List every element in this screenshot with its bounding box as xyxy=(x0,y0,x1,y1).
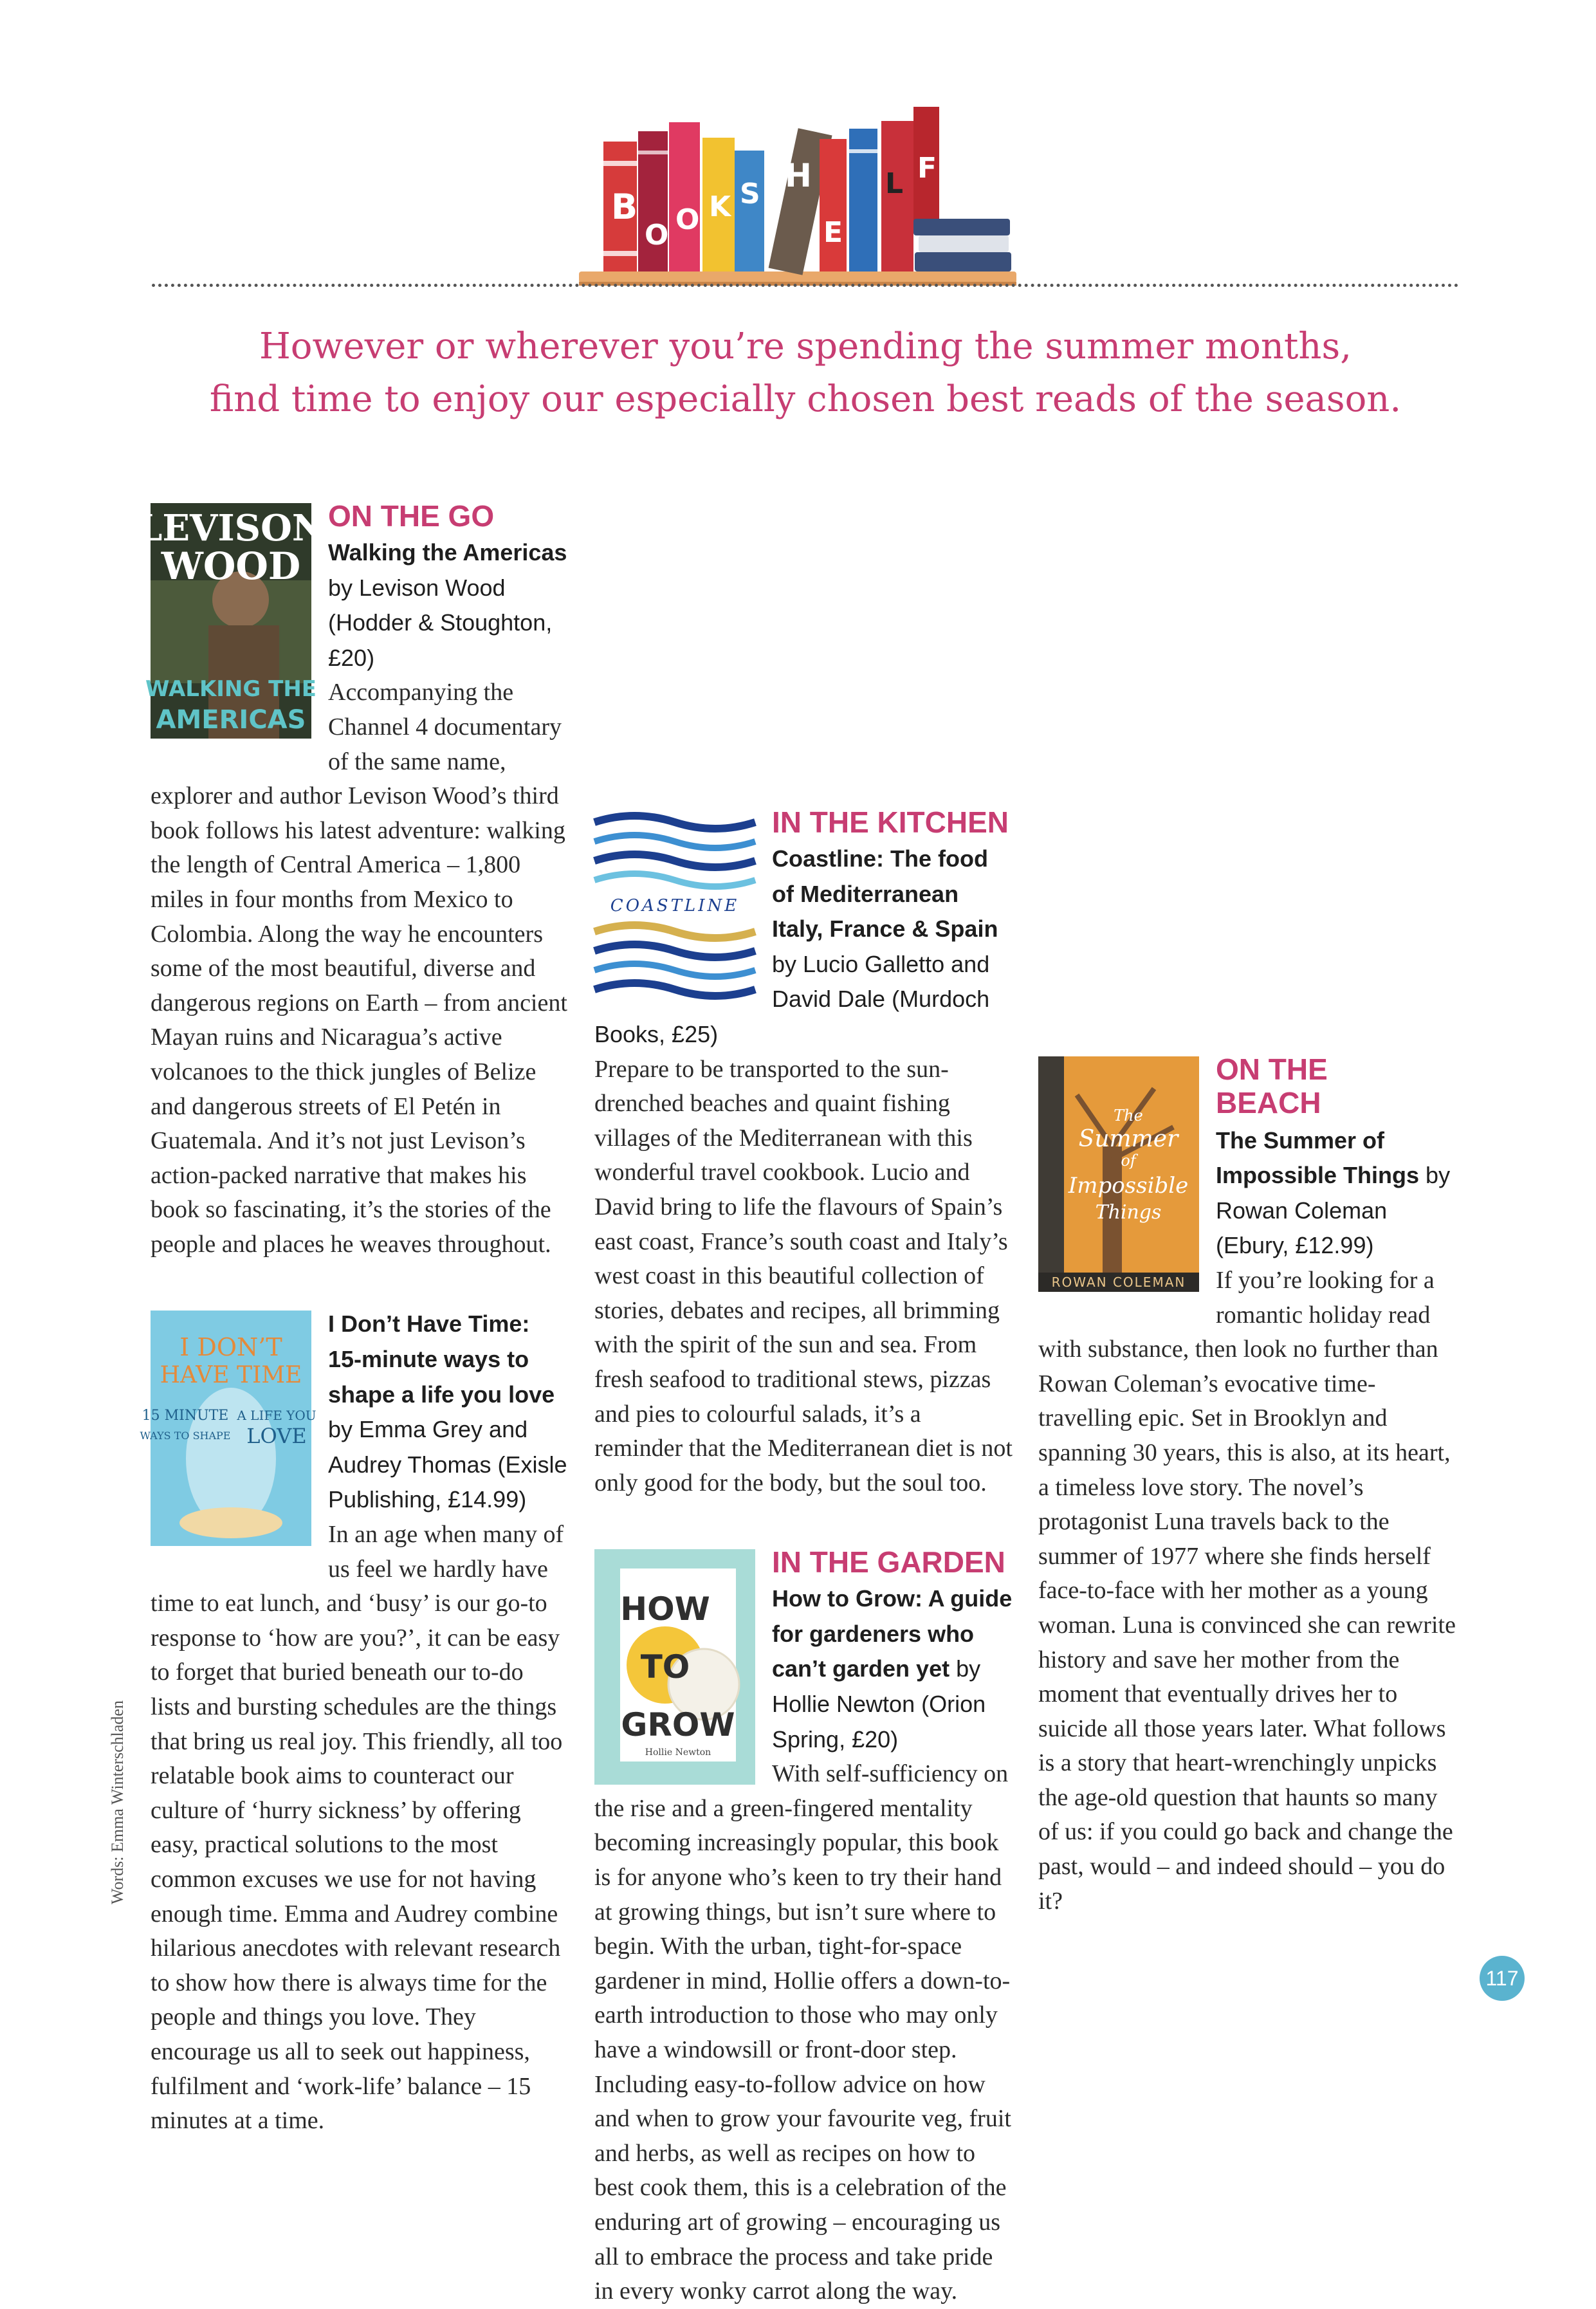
cover-i-dont-have-time xyxy=(140,1311,316,1546)
cover-title-2: AMERICAS xyxy=(156,705,306,735)
section-heading-in-the-kitchen: IN THE KITCHEN xyxy=(772,805,1009,839)
svg-text:F: F xyxy=(917,152,937,185)
intro-line-1: However or wherever you’re spending the summer months, xyxy=(259,326,1352,367)
book-title: Walking the Americas xyxy=(328,539,567,566)
cover-line-4: WAYS TO SHAPE xyxy=(140,1430,231,1442)
column-3-continuation-spacer xyxy=(1038,499,1456,1053)
cover-line-3: 15 MINUTE xyxy=(142,1408,229,1424)
cover-line-2: Summer xyxy=(1078,1126,1179,1152)
column-1 xyxy=(136,499,569,2139)
cover-line-2: HAVE TIME xyxy=(160,1362,302,1389)
book-byline: by Levison Wood (Hodder & Stoughton, £20) xyxy=(328,574,553,671)
cover-author-1: LEVISON xyxy=(136,507,326,549)
bookshelf-logo xyxy=(566,90,1029,296)
cover-line-3: GROW xyxy=(621,1706,735,1744)
column-2-continuation-spacer xyxy=(594,499,1013,805)
review-walking-the-americas: Accompanying the Channel 4 documentary of the same name, explorer and author Levison Wood’s third book follows his latest adventure: walking the length of Central America – 1,800 miles in four months from Mexico to Colombia. Along the way he encounters some of the most beautiful, diverse and dangerous regions on Earth – from ancient Mayan ruins and Nicaragua’s active volcanoes to the thick jungles of Belize and dangerous streets of El Petén in Guatemala. And it’s not just Levison’s action-packed narrative that makes his book so fascinating, it’s the stories of the people and places he weaves throughout. xyxy=(151,679,567,1258)
book-title: I Don’t Have Time: 15-minute ways to shape a life you love xyxy=(328,1311,555,1408)
book-credit-walking-the-americas xyxy=(328,539,567,671)
svg-text:O: O xyxy=(675,203,700,236)
book-byline: by Hollie Newton (Orion Spring, £20) xyxy=(772,1655,986,1752)
cover-line-1: The xyxy=(1114,1107,1143,1125)
svg-text:B: B xyxy=(611,187,638,227)
page-number-badge: 117 xyxy=(1480,1956,1525,2001)
book-title: The Summer of Impossible Things xyxy=(1216,1127,1420,1189)
review-i-dont-have-time: In an age when many of us feel we hardly have time to eat lunch, and ‘busy’ is our go-to response to ‘how are you?’, it can be easy to forget that buried beneath our to-do lists and bursting schedules are the things that bring us real joy. This friendly, all too relatable book aims to counteract our culture of ‘hurry sickness’ by offering easy, practical solutions to the most common excuses we use for not having enough time. Emma and Audrey combine hilarious anecdotes with relevant research to show how there is always time for the people and things you love. They encourage us all to seek out happiness, fulfilment and ‘work-life’ balance – 15 minutes at a time. xyxy=(151,1521,564,2135)
cover-title: COASTLINE xyxy=(610,896,740,915)
book-title: Coastline: The food of Mediterranean Italy, France & Spain xyxy=(772,845,998,943)
intro-standfirst xyxy=(152,320,1459,426)
words-credit: Words: Emma Winterschladen xyxy=(108,1700,127,1904)
book-byline: by Lucio Galletto and David Dale (Murdoch Books, £25) xyxy=(594,950,990,1047)
cover-line-2: TO xyxy=(640,1648,690,1686)
svg-text:H: H xyxy=(785,157,812,194)
cover-line-4: Impossible xyxy=(1068,1173,1189,1199)
book-credit-how-to-grow xyxy=(772,1585,1012,1752)
section-heading-in-the-garden: IN THE GARDEN xyxy=(772,1545,1005,1579)
review-summer-of-impossible-things: If you’re looking for a romantic holiday read with substance, then look no further than Rowan Coleman’s evocative time-travelling epic. Set in Brooklyn and spanning 30 years, this is also, at its heart, a timeless love story. The novel’s protagonist Luna travels back to the summer of 1977 where she finds herself face-to-face with her mother as a young woman. Luna is convinced she can rewrite history and save her mother from the moment that eventually drives her to suicide all those years later. What follows is a story that heart-wrenchingly unpicks the age-old question that haunts so many of us: if you could go back and change the past, would – and indeed should – you do it? xyxy=(1038,1266,1456,1915)
cover-line-5: A LIFE YOU xyxy=(237,1408,316,1424)
book-byline: by Rowan Coleman (Ebury, £12.99) xyxy=(1216,1162,1451,1259)
cover-line-3: of xyxy=(1121,1152,1136,1170)
column-2 xyxy=(594,499,1013,2309)
book-credit-summer-of-impossible-things xyxy=(1216,1127,1450,1259)
section-heading-on-the-beach: ON THE BEACH xyxy=(1216,1053,1328,1119)
cover-line-6: LOVE xyxy=(246,1424,307,1449)
dotted-divider xyxy=(152,284,1459,287)
svg-text:K: K xyxy=(709,190,731,223)
cover-author: ROWAN COLEMAN xyxy=(1051,1274,1186,1290)
cover-line-1: I DON’T xyxy=(179,1333,282,1362)
section-heading-on-the-go: ON THE GO xyxy=(328,499,495,533)
cover-walking-the-americas xyxy=(136,503,326,739)
svg-text:S: S xyxy=(740,178,760,210)
intro-line-2: find time to enjoy our especially chosen best reads of the season. xyxy=(209,378,1402,420)
cover-title-1: WALKING THE xyxy=(145,676,317,702)
svg-text:O: O xyxy=(645,219,669,252)
book-byline: by Emma Grey and Audrey Thomas (Exisle Publishing, £14.99) xyxy=(328,1416,567,1513)
cover-line-1: HOW xyxy=(620,1590,710,1628)
review-how-to-grow: With self-sufficiency on the rise and a green-fingered mentality becoming increasingly popular, this book is for anyone who’s keen to try their hand at growing things, but isn’t sure where to begin. With the urban, tight-for-space gardener in mind, Hollie offers a down-to-earth introduction to those who may only have a windowsill or front-door step. Including easy-to-follow advice on how and when to grow your favourite veg, fruit and herbs, as well as recipes on how to best cook them, this is a celebration of the enduring art of growing – encouraging us all to embrace the process and take pride in every wonky carrot along the way. xyxy=(594,1760,1011,2305)
cover-how-to-grow xyxy=(594,1549,755,1785)
cover-author-2: WOOD xyxy=(161,544,301,588)
book-credit-i-dont-have-time xyxy=(328,1311,567,1513)
column-3 xyxy=(1038,499,1456,1918)
svg-text:E: E xyxy=(823,216,843,249)
cover-author: Hollie Newton xyxy=(645,1747,711,1758)
svg-text:L: L xyxy=(885,167,904,200)
book-title: How to Grow: A guide for gardeners who can’t garden yet xyxy=(772,1585,1013,1682)
cover-coastline xyxy=(594,809,755,1004)
cover-summer-of-impossible-things xyxy=(1038,1056,1199,1292)
cover-line-5: Things xyxy=(1095,1201,1162,1224)
review-coastline: Prepare to be transported to the sun-drenched beaches and quaint fishing villages of the Mediterranean with this wonderful travel cookbook. Lucio and David bring to life the flavours of Spain’s east coast, France’s south coast and Italy’s west coast in this beautiful collection of stories, debates and recipes, all brimming with the spirit of the sun and sea. From fresh seafood to traditional stews, pizzas and pies to colourful salads, it’s a reminder that the Mediterranean diet is not only good for the body, but the soul too. xyxy=(594,1055,1013,1496)
